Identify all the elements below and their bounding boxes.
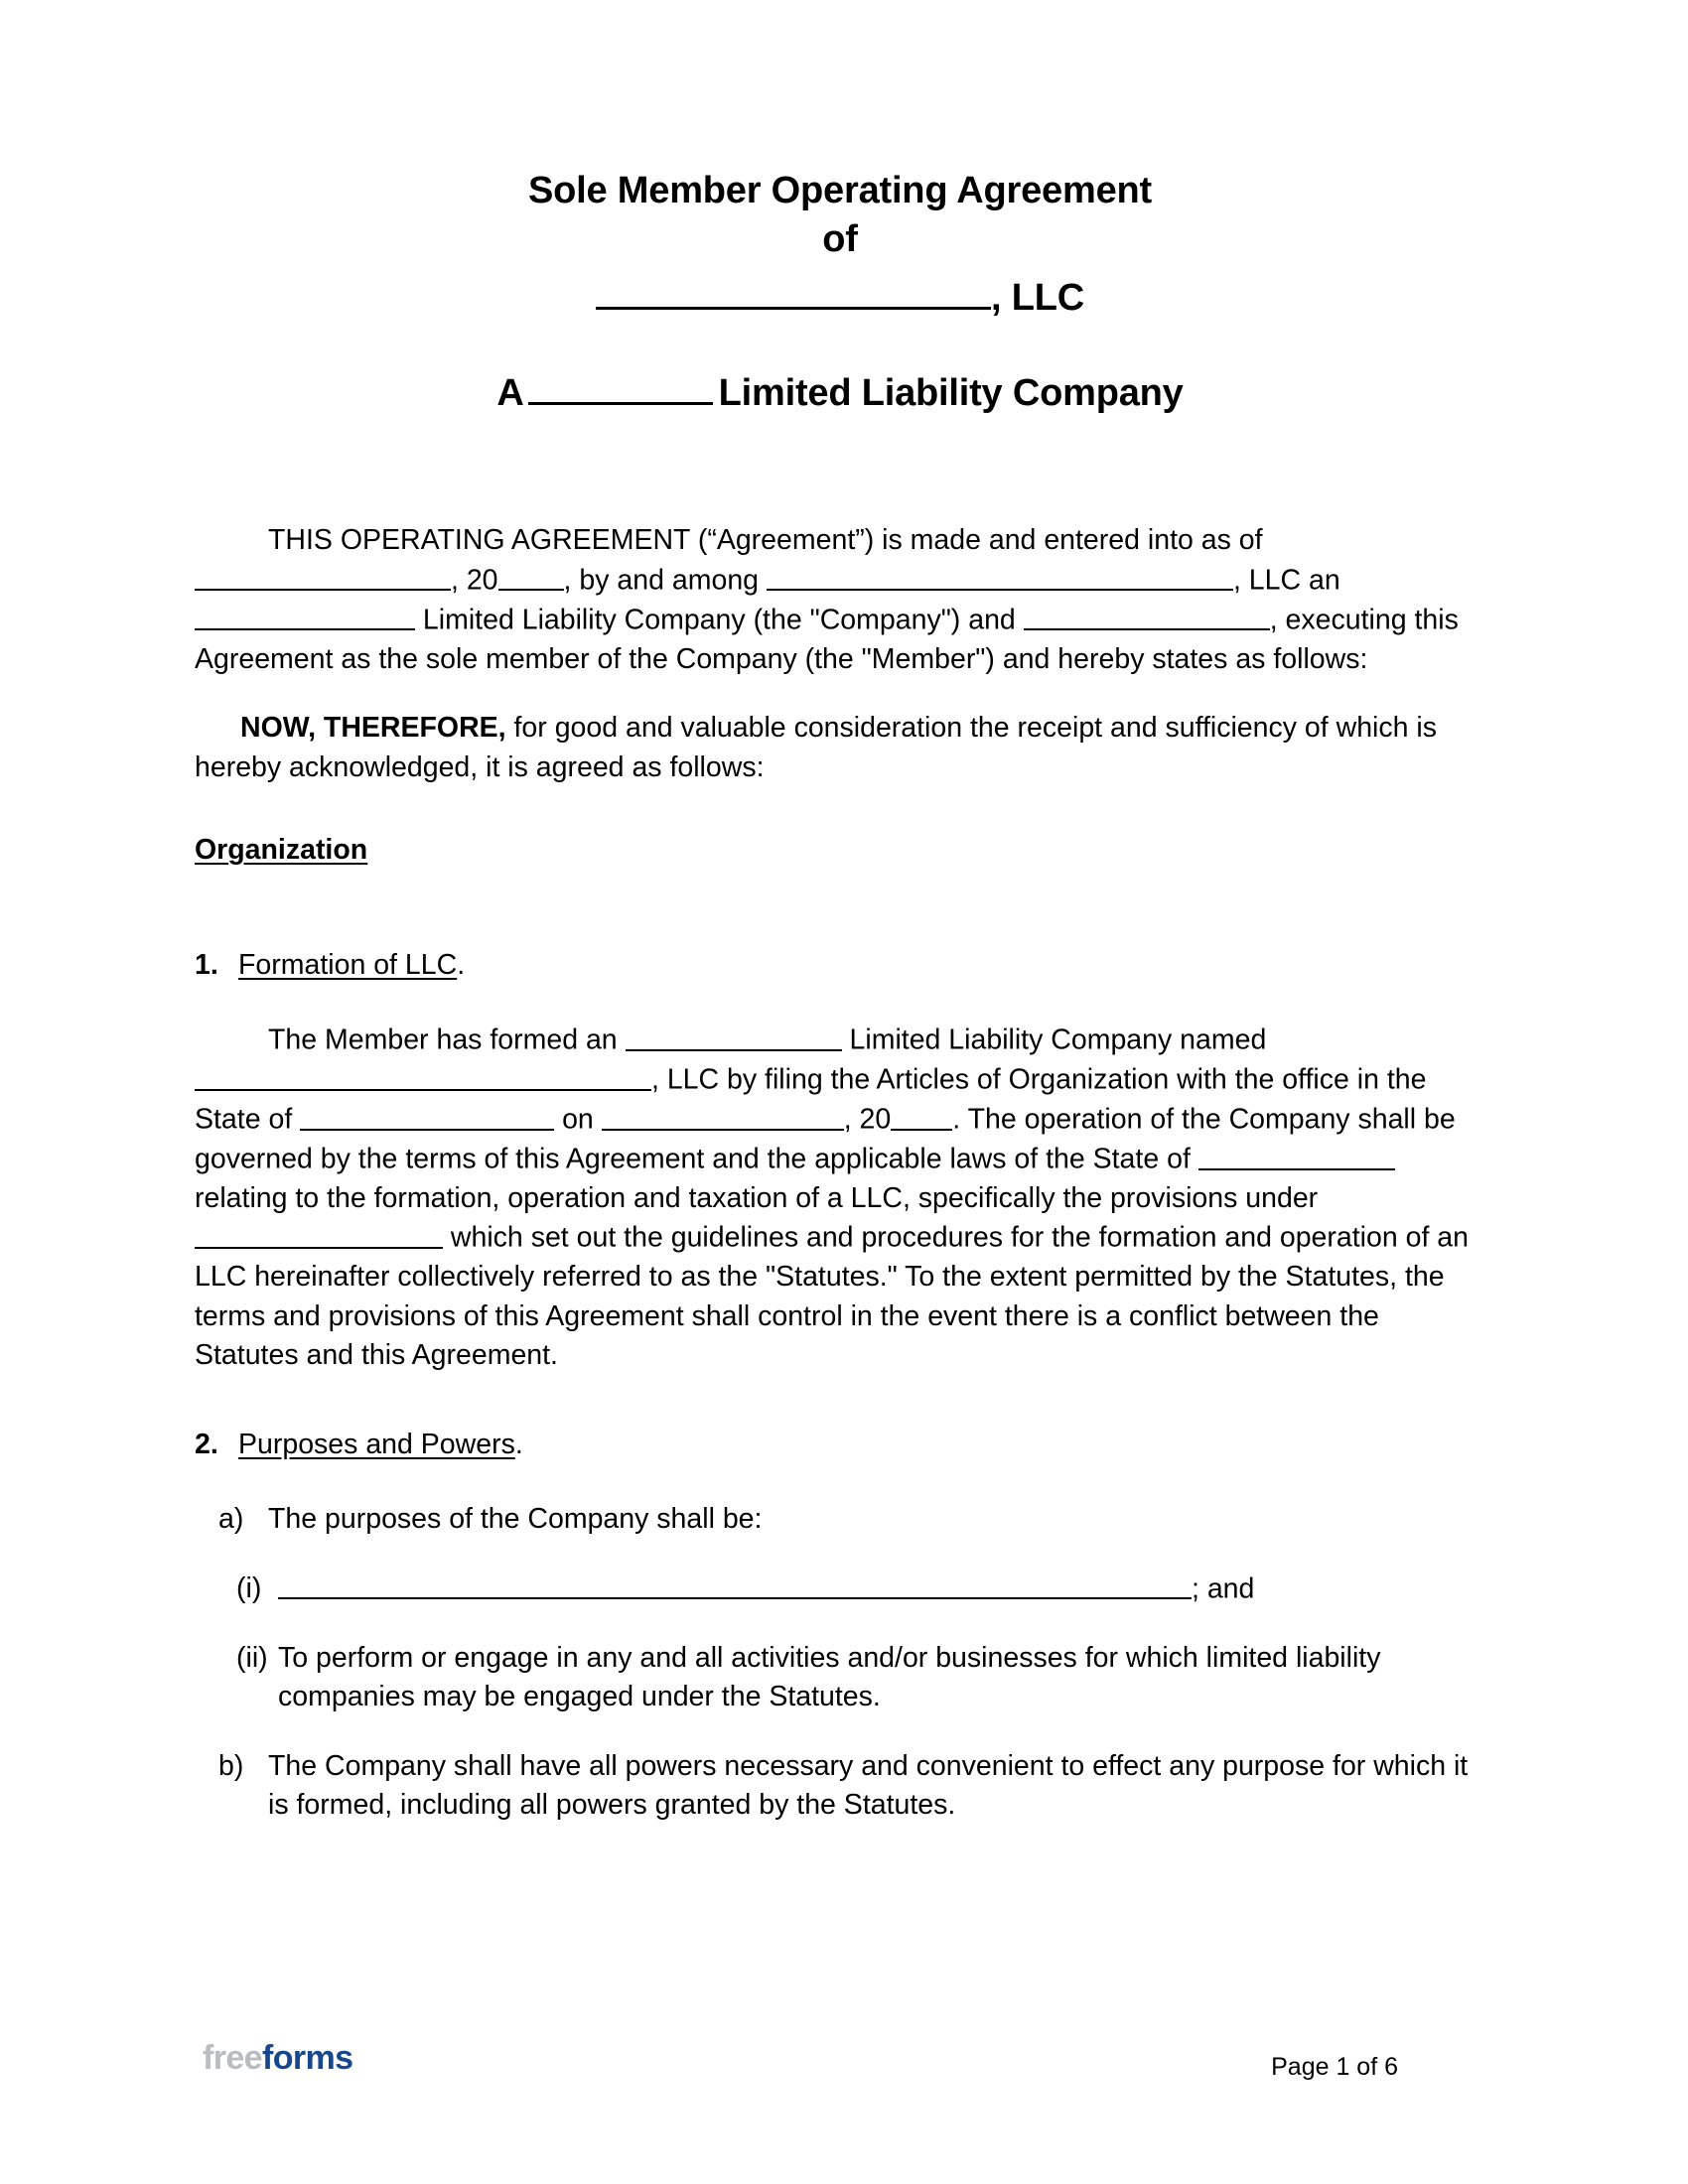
logo-text-free: free (203, 2039, 262, 2077)
filing-office-state-blank[interactable] (300, 1100, 554, 1131)
clause-1-text-4: on (562, 1103, 594, 1136)
title-line-main: Sole Member Operating Agreement (528, 170, 1152, 211)
clause-1-number: 1. (195, 948, 218, 981)
clause-2-item-i (195, 1570, 1485, 1609)
clause-2-item-b-marker: b) (218, 1749, 244, 1782)
company-party-blank[interactable] (767, 561, 1233, 592)
filing-date-blank[interactable] (602, 1100, 844, 1131)
clause-2-period: . (514, 1428, 523, 1460)
clause-2-item-i-marker: (i) (236, 1572, 262, 1605)
logo-text-forms: forms (261, 2039, 353, 2077)
company-name-blank[interactable] (596, 267, 991, 310)
title-line-of: of (822, 218, 858, 261)
clause-1-heading (195, 946, 1485, 985)
intro-text-5: Limited Liability Company (the "Company") and (422, 604, 1016, 636)
intro-text-6: , (1269, 604, 1278, 636)
clause-1-period: . (457, 948, 466, 981)
clause-2-heading (195, 1426, 1485, 1464)
intro-paragraph-2 (195, 709, 1485, 787)
intro-text-3: , by and among (563, 564, 760, 597)
clause-1-text-7: relating to the formation, operation and taxation of a LLC, specifically the provisions under (195, 1181, 1319, 1214)
clause-2-number: 2. (195, 1428, 218, 1460)
company-purpose-blank[interactable] (278, 1570, 1192, 1600)
clause-1-text-8: which set out the guidelines and procedures for the formation and operation of an LLC hereinafter collectively referred to as the "Statutes." To the extent permitted by the Statutes, the terms and provisions of this Agreement shall control in the event there is a conflict between the Statutes and this Agreement. (195, 1221, 1470, 1372)
entity-state-blank[interactable] (528, 362, 713, 405)
clause-2-item-a (195, 1500, 1485, 1539)
intro-paragraph-1 (195, 521, 1485, 679)
clause-2-item-ii (195, 1639, 1485, 1717)
title-article-a: A (496, 371, 524, 414)
intro-text-7: executing this Agreement as the sole member of the Company (the "Member") and hereby states as follows: (195, 604, 1459, 675)
clause-2-item-ii-text: To perform or engage in any and all activities and/or businesses for which limited liability companies may be engaged under the Statutes. (278, 1641, 1381, 1713)
page-number: Page 1 of 6 (1271, 2053, 1398, 2081)
clause-1-title: Formation of LLC (238, 948, 458, 981)
clause-2-item-ii-marker: (ii) (236, 1641, 268, 1674)
freeforms-logo (203, 2039, 352, 2078)
clause-2-item-i-suffix: ; and (1192, 1572, 1255, 1605)
now-therefore-label: NOW, THEREFORE, (240, 712, 506, 745)
section-heading-organization: Organization (195, 834, 368, 867)
spacer (195, 1406, 1485, 1426)
title-entity-suffix: Limited Liability Company (718, 371, 1184, 414)
clause-1-text-6: . The operation of the Company shall be governed by the terms of this Agreement and the applicable laws of the State of (195, 1103, 1456, 1175)
llc-name-blank[interactable] (195, 1060, 651, 1091)
intro-text-4: , LLC an (1232, 564, 1340, 597)
clause-2-item-b-text: The Company shall have all powers necessary and convenient to effect any purpose for which it is formed, including all powers granted by the Statutes. (268, 1749, 1469, 1822)
agreement-year-blank[interactable] (498, 561, 564, 592)
clause-2-title: Purposes and Powers (238, 1428, 515, 1460)
formation-state-blank[interactable] (626, 1021, 842, 1051)
clause-1-body (195, 1021, 1485, 1376)
intro-text-1: THIS OPERATING AGREEMENT (“Agreement”) is made and entered into as of (268, 524, 1263, 557)
title-line-company (195, 267, 1485, 323)
intro-text-2: , 20 (451, 564, 498, 597)
statute-provisions-blank[interactable] (195, 1218, 443, 1249)
title-line-entity-type (195, 362, 1485, 418)
agreement-date-blank[interactable] (195, 561, 451, 592)
clause-1-text-2: Limited Liability Company named (849, 1024, 1267, 1056)
clause-1-text-3: , LLC by filing the Articles of Organization with the office in the State of (195, 1063, 1427, 1136)
clause-2-item-i-text (278, 1570, 1485, 1609)
clause-2-item-b (195, 1747, 1485, 1826)
clause-1-text-1: The Member has formed an (268, 1024, 618, 1056)
document-title-block (195, 0, 1485, 418)
clause-1-text-5: , 20 (843, 1103, 892, 1136)
now-therefore-text: for good and valuable consideration the receipt and sufficiency of which is hereby acknowledged, it is agreed as follows: (195, 712, 1437, 783)
member-name-blank[interactable] (1024, 601, 1270, 631)
title-company-suffix: , LLC (991, 276, 1084, 319)
document-content (195, 0, 1485, 1855)
organization-heading-row (195, 831, 1485, 907)
clause-2-item-a-marker: a) (218, 1503, 244, 1536)
company-state-blank[interactable] (195, 601, 415, 631)
filing-year-blank[interactable] (891, 1100, 952, 1131)
spacer (195, 817, 1485, 831)
document-body (195, 521, 1485, 1825)
page-footer (195, 2039, 1493, 2099)
governing-law-state-blank[interactable] (1198, 1140, 1395, 1170)
clause-2-item-a-text: The purposes of the Company shall be: (268, 1503, 763, 1536)
